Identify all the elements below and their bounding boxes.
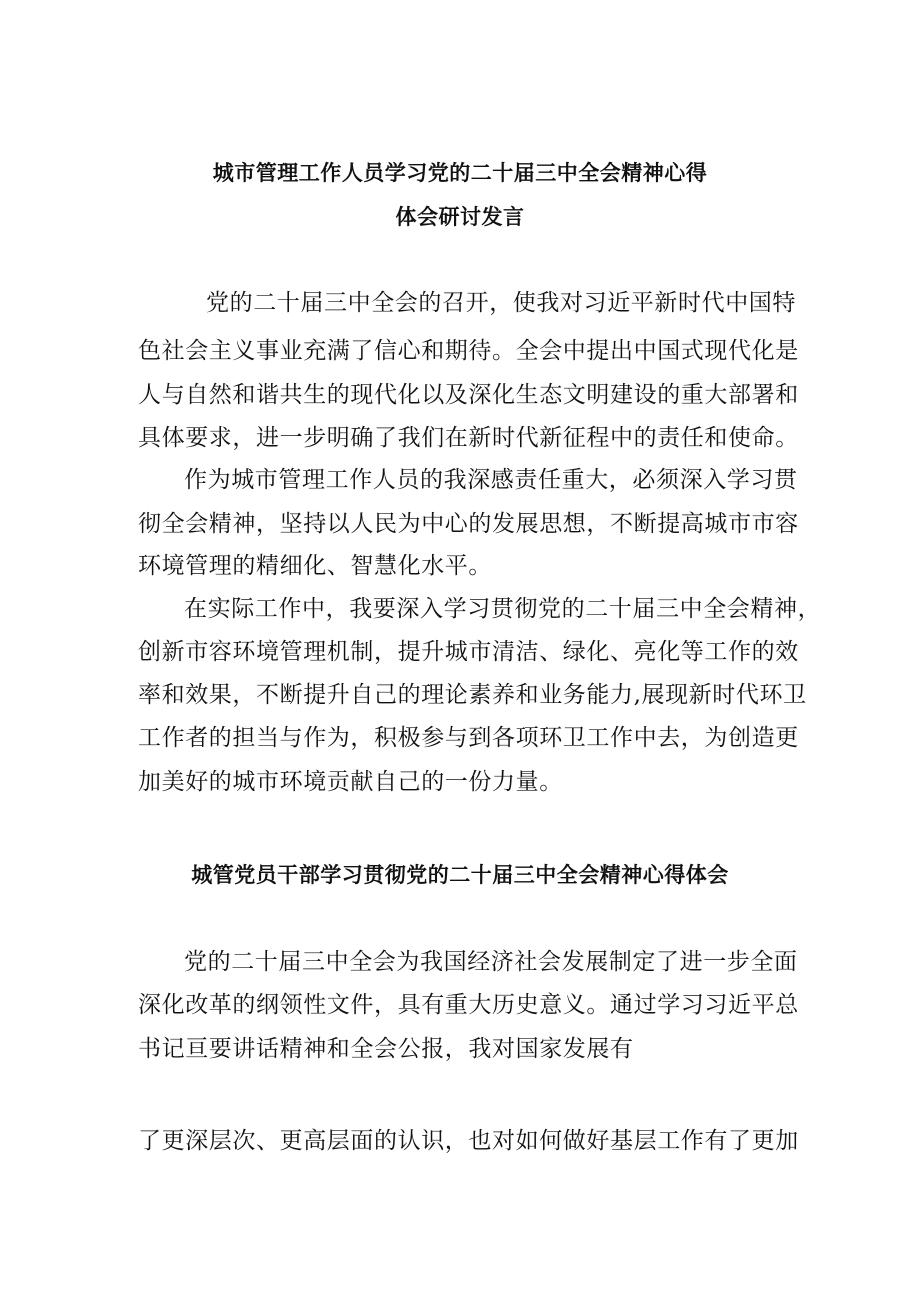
paragraph-5-line-1: 了更深层次、更高层面的认识，也对如何做好基层工作有了更加	[138, 1128, 799, 1154]
paragraph-2-line-3: 环境管理的精细化、智慧化水平。	[138, 553, 492, 579]
paragraph-1-line-1: 党的二十届三中全会的召开，使我对习近平新时代中国特	[206, 290, 796, 316]
paragraph-3-line-2: 创新市容环境管理机制，提升城市清洁、绿化、亮化等工作的效	[138, 639, 799, 665]
paragraph-3-line-5: 加美好的城市环境贡献自己的一份力量。	[138, 769, 563, 795]
paragraph-2-line-1: 作为城市管理工作人员的我深感责任重大，必须深入学习贯	[184, 467, 798, 493]
paragraph-1-line-3: 人与自然和谐共生的现代化以及深化生态文明建设的重大部署和	[138, 382, 799, 408]
doc-title-line-2: 体会研讨发言	[395, 205, 525, 229]
doc-section-title: 城管党员干部学习贯彻党的二十届三中全会精神心得体会	[191, 863, 729, 887]
paragraph-2-line-2: 彻全会精神，坚持以人民为中心的发展思想，不断提高城市市容	[138, 511, 799, 537]
doc-title-line-1: 城市管理工作人员学习党的二十届三中全会精神心得	[212, 161, 708, 185]
paragraph-3-line-3: 率和效果，不断提升自己的理论素养和业务能力,展现新时代环卫	[138, 682, 807, 708]
paragraph-4-line-1: 党的二十届三中全会为我国经济社会发展制定了进一步全面	[184, 949, 798, 975]
paragraph-4-line-2: 深化改革的纲领性文件，具有重大历史意义。通过学习习近平总	[138, 992, 799, 1018]
paragraph-3-line-1: 在实际工作中，我要深入学习贯彻党的二十届三中全会精神，	[184, 596, 822, 622]
paragraph-4-line-3: 书记亘要讲话精神和全会公报，我对国家发展有	[138, 1036, 634, 1062]
paragraph-1-line-4: 具体要求，进一步明确了我们在新时代新征程中的责任和使命。	[138, 425, 799, 451]
paragraph-3-line-4: 工作者的担当与作为，积极参与到各项环卫工作中去，为创造更	[138, 725, 799, 751]
paragraph-1-line-2: 色社会主义事业充满了信心和期待。全会中提出中国式现代化是	[138, 338, 799, 364]
